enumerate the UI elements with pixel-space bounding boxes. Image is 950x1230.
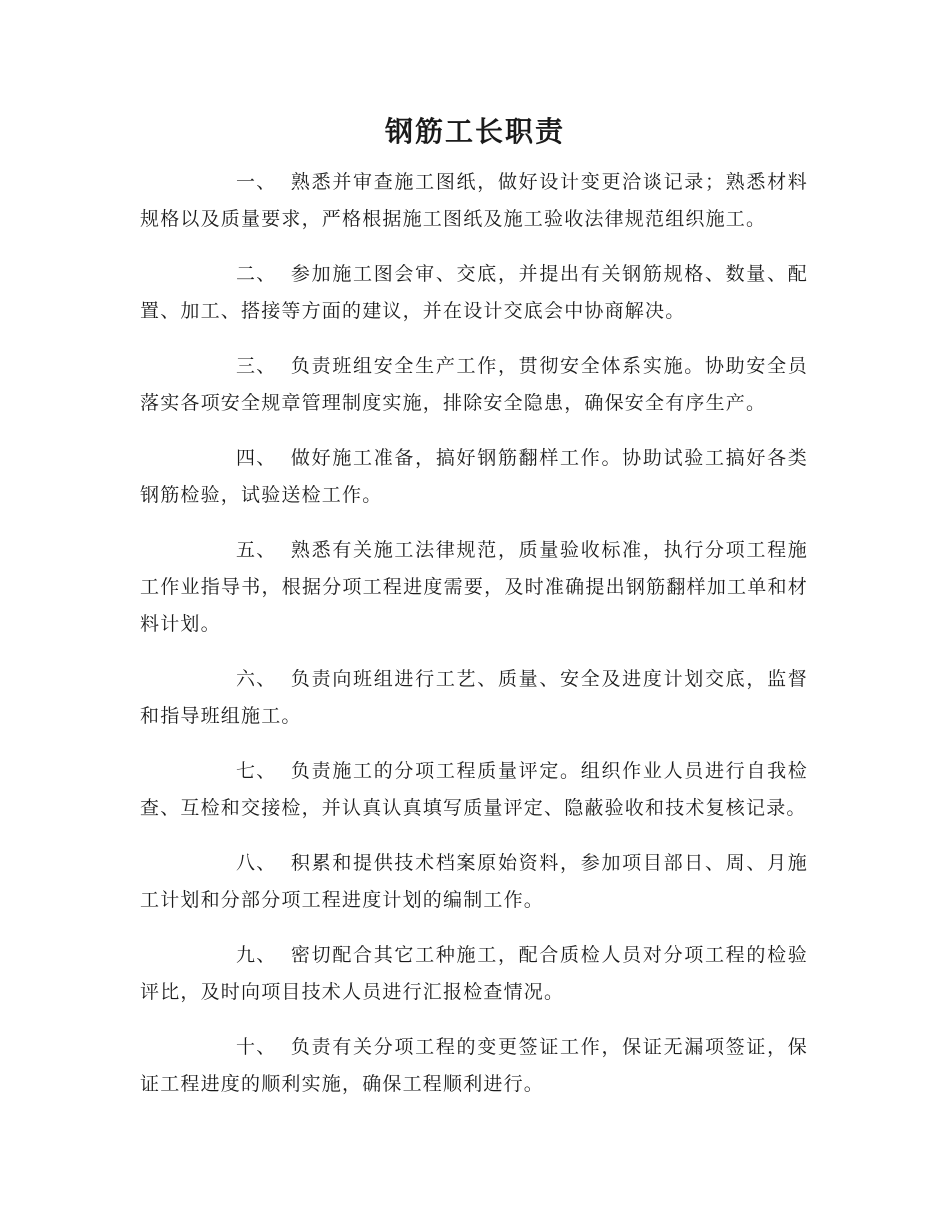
paragraph-text: 熟悉有关施工法律规范，质量验收标准，执行分项工程施工作业指导书，根据分项工程进度需要，及时准确提出钢筋翻样加工单和材料计划。: [140, 539, 808, 635]
paragraph-6: [140, 661, 808, 735]
paragraph-number: 一、: [236, 171, 277, 193]
paragraph-text: 积累和提供技术档案原始资料，参加项目部日、周、月施工计划和分部分项工程进度计划的编制工作。: [140, 852, 808, 911]
paragraph-5: [140, 532, 808, 643]
paragraph-4: [140, 440, 808, 514]
paragraph-number: 八、: [236, 852, 277, 874]
document-body: [140, 164, 808, 1121]
paragraph-text: 负责施工的分项工程质量评定。组织作业人员进行自我检查、互检和交接检，并认真认真填写质量评定、隐蔽验收和技术复核记录。: [140, 760, 808, 819]
paragraph-text: 负责班组安全生产工作，贯彻安全体系实施。协助安全员落实各项安全规章管理制度实施，排除安全隐患，确保安全有序生产。: [140, 355, 808, 414]
paragraph-3: [140, 348, 808, 422]
paragraph-number: 六、: [236, 668, 277, 690]
paragraph-9: [140, 937, 808, 1011]
paragraph-number: 五、: [236, 539, 277, 561]
paragraph-7: [140, 753, 808, 827]
paragraph-number: 三、: [236, 355, 277, 377]
paragraph-number: 七、: [236, 760, 277, 782]
paragraph-number: 二、: [236, 263, 277, 285]
paragraph-text: 负责向班组进行工艺、质量、安全及进度计划交底，监督和指导班组施工。: [140, 668, 808, 727]
paragraph-1: [140, 164, 808, 238]
paragraph-2: [140, 256, 808, 330]
paragraph-number: 四、: [236, 447, 277, 469]
page-title: 钢筋工长职责: [384, 115, 565, 148]
paragraph-10: [140, 1029, 808, 1103]
paragraph-text: 参加施工图会审、交底，并提出有关钢筋规格、数量、配置、加工、搭接等方面的建议，并在设计交底会中协商解决。: [140, 263, 808, 322]
paragraph-8: [140, 845, 808, 919]
paragraph-text: 做好施工准备，搞好钢筋翻样工作。协助试验工搞好各类钢筋检验，试验送检工作。: [140, 447, 808, 506]
paragraph-text: 熟悉并审查施工图纸，做好设计变更洽谈记录；熟悉材料规格以及质量要求，严格根据施工图纸及施工验收法律规范组织施工。: [140, 171, 808, 230]
paragraph-text: 密切配合其它工种施工，配合质检人员对分项工程的检验评比，及时向项目技术人员进行汇报检查情况。: [140, 944, 808, 1003]
paragraph-number: 十、: [236, 1036, 277, 1058]
paragraph-number: 九、: [236, 944, 277, 966]
paragraph-text: 负责有关分项工程的变更签证工作，保证无漏项签证，保证工程进度的顺利实施，确保工程顺利进行。: [140, 1036, 808, 1095]
